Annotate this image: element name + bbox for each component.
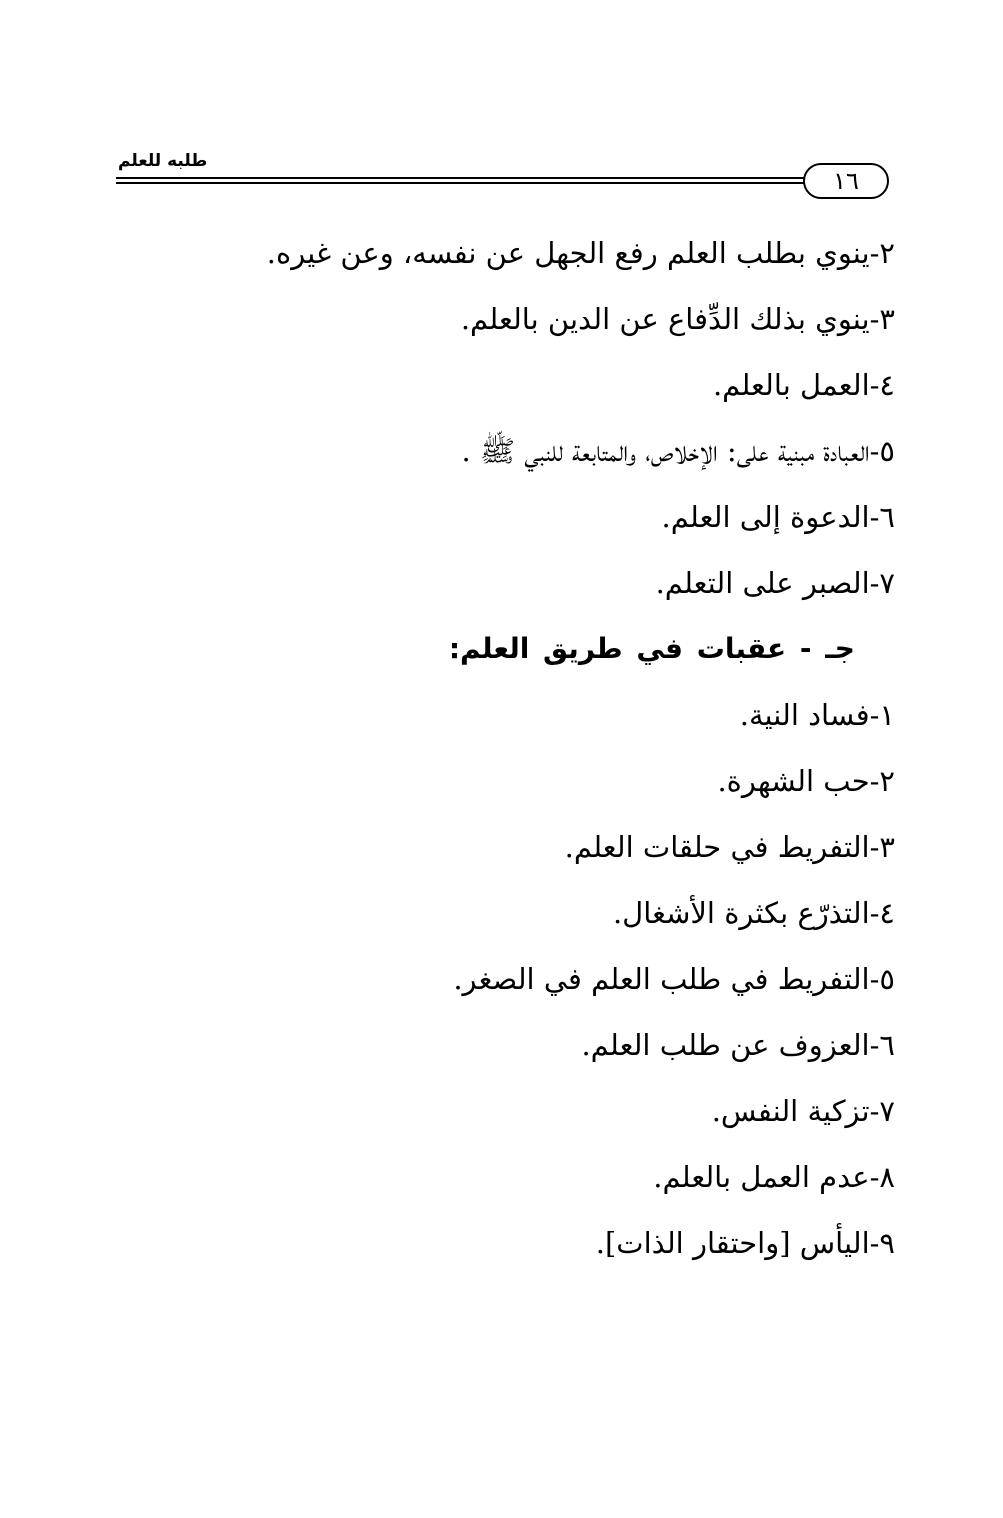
header-rule [116,177,808,184]
list-item: ٧-الصبر على التعلم. [655,566,895,600]
list-item: ٣-ينوي بذلك الدِّفاع عن الدين بالعلم. [460,302,895,336]
page-content [95,220,895,1276]
list-item: ٤-العمل بالعلم. [712,368,895,402]
list-item: ٢-ينوي بطلب العلم رفع الجهل عن نفسه، وعن غيره. [266,236,895,270]
list-item: ٥-العبادة مبنية على: الإخلاص، والمتابعة للنبي ﷺ . [461,434,895,468]
list-item: ٦-الدعوة إلى العلم. [661,500,895,534]
list-item: ٣-التفريط في حلقات العلم. [564,830,895,864]
list-item: ٤-التذرّع بكثرة الأشغال. [612,896,895,930]
list-item: ٦-العزوف عن طلب العلم. [581,1028,895,1062]
page-number: ١٦ [833,167,859,195]
list-item: ٨-عدم العمل بالعلم. [653,1160,895,1194]
page-number-badge [803,163,889,199]
list-item: ٩-اليأس [واحتقار الذات]. [595,1226,895,1260]
section-heading: جـ - عقبات في طريق العلم: [448,632,855,665]
running-title: طلبه للعلم [118,151,208,171]
list-item: ٧-تزكية النفس. [711,1094,895,1128]
list-item: ٥-التفريط في طلب العلم في الصغر. [453,962,895,996]
list-item: ٢-حب الشهرة. [717,764,895,798]
list-item: ١-فساد النية. [739,698,895,732]
